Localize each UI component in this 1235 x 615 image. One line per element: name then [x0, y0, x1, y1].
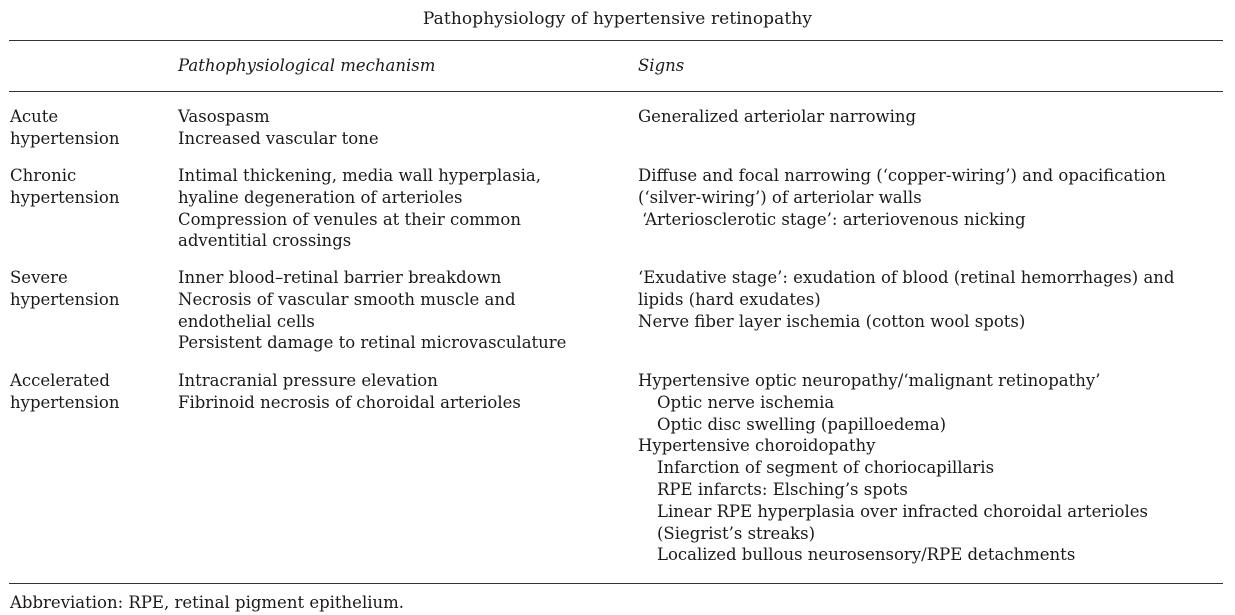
column-header-signs: Signs: [638, 56, 685, 75]
stage-line: Chronic: [10, 166, 77, 185]
stage-cell: [10, 165, 120, 209]
signs-line: Diffuse and focal narrowing (‘copper-wiring’) and opacification: [638, 166, 1166, 185]
signs-line: ‘Arteriosclerotic stage’: arteriovenous nicking: [642, 209, 1026, 229]
signs-line: RPE infarcts: Elsching’s spots: [657, 479, 908, 499]
signs-line: Nerve fiber layer ischemia (cotton wool spots): [638, 311, 1026, 331]
signs-line: Linear RPE hyperplasia over infracted choroidal arterioles: [657, 501, 1148, 521]
stage-line: hypertension: [10, 392, 120, 412]
stage-line: hypertension: [10, 187, 120, 207]
signs-cell: [638, 165, 1166, 230]
signs-line: lipids (hard exudates): [638, 289, 821, 309]
mechanism-cell: [178, 165, 541, 252]
stage-cell: [10, 106, 120, 150]
mechanism-line: Necrosis of vascular smooth muscle and: [178, 289, 516, 309]
signs-line: (Siegrist’s streaks): [657, 523, 816, 543]
mechanism-line: Intracranial pressure elevation: [178, 371, 438, 390]
signs-cell: [638, 267, 1174, 332]
stage-cell: [10, 267, 120, 311]
mechanism-line: hyaline degeneration of arterioles: [178, 187, 463, 207]
mechanism-line: Inner blood–retinal barrier breakdown: [178, 268, 502, 287]
signs-line: Generalized arteriolar narrowing: [638, 107, 917, 126]
signs-line: Optic disc swelling (papilloedema): [657, 414, 947, 434]
signs-line: ‘Exudative stage’: exudation of blood (retinal hemorrhages) and: [638, 268, 1175, 287]
mechanism-line: endothelial cells: [178, 311, 315, 331]
stage-line: hypertension: [10, 128, 120, 148]
mechanism-cell: [178, 370, 521, 414]
stage-cell: [10, 370, 120, 414]
column-header-mechanism: Pathophysiological mechanism: [178, 56, 436, 75]
mechanism-line: adventitial crossings: [178, 231, 352, 251]
stage-line: Severe: [10, 268, 68, 287]
header-rule: [9, 91, 1223, 92]
table-title: Pathophysiology of hypertensive retinopathy: [422, 9, 813, 29]
signs-line: Hypertensive optic neuropathy/‘malignant retinopathy’: [638, 371, 1101, 390]
mechanism-line: Compression of venules at their common: [178, 209, 521, 229]
signs-cell: [638, 370, 1148, 566]
signs-line: Infarction of segment of choriocapillaris: [657, 458, 995, 478]
stage-line: Acute: [10, 107, 59, 126]
signs-line: (‘silver-wiring’) of arteriolar walls: [638, 187, 922, 207]
signs-line: Localized bullous neurosensory/RPE detachments: [657, 545, 1076, 565]
mechanism-cell: [178, 106, 379, 150]
mechanism-cell: [178, 267, 566, 354]
bottom-rule: [9, 583, 1223, 584]
signs-line: Optic nerve ischemia: [657, 392, 835, 412]
signs-cell: [638, 106, 916, 128]
mechanism-line: Persistent damage to retinal microvasculature: [178, 333, 567, 353]
mechanism-line: Fibrinoid necrosis of choroidal arterioles: [178, 392, 521, 412]
table-footnote: Abbreviation: RPE, retinal pigment epithelium.: [10, 593, 405, 612]
mechanism-line: Increased vascular tone: [178, 128, 379, 148]
stage-line: hypertension: [10, 289, 120, 309]
stage-line: Accelerated: [10, 371, 110, 390]
signs-line: Hypertensive choroidopathy: [638, 436, 876, 456]
mechanism-line: Intimal thickening, media wall hyperplasia,: [178, 166, 541, 185]
top-rule: [9, 40, 1223, 41]
mechanism-line: Vasospasm: [178, 107, 270, 126]
